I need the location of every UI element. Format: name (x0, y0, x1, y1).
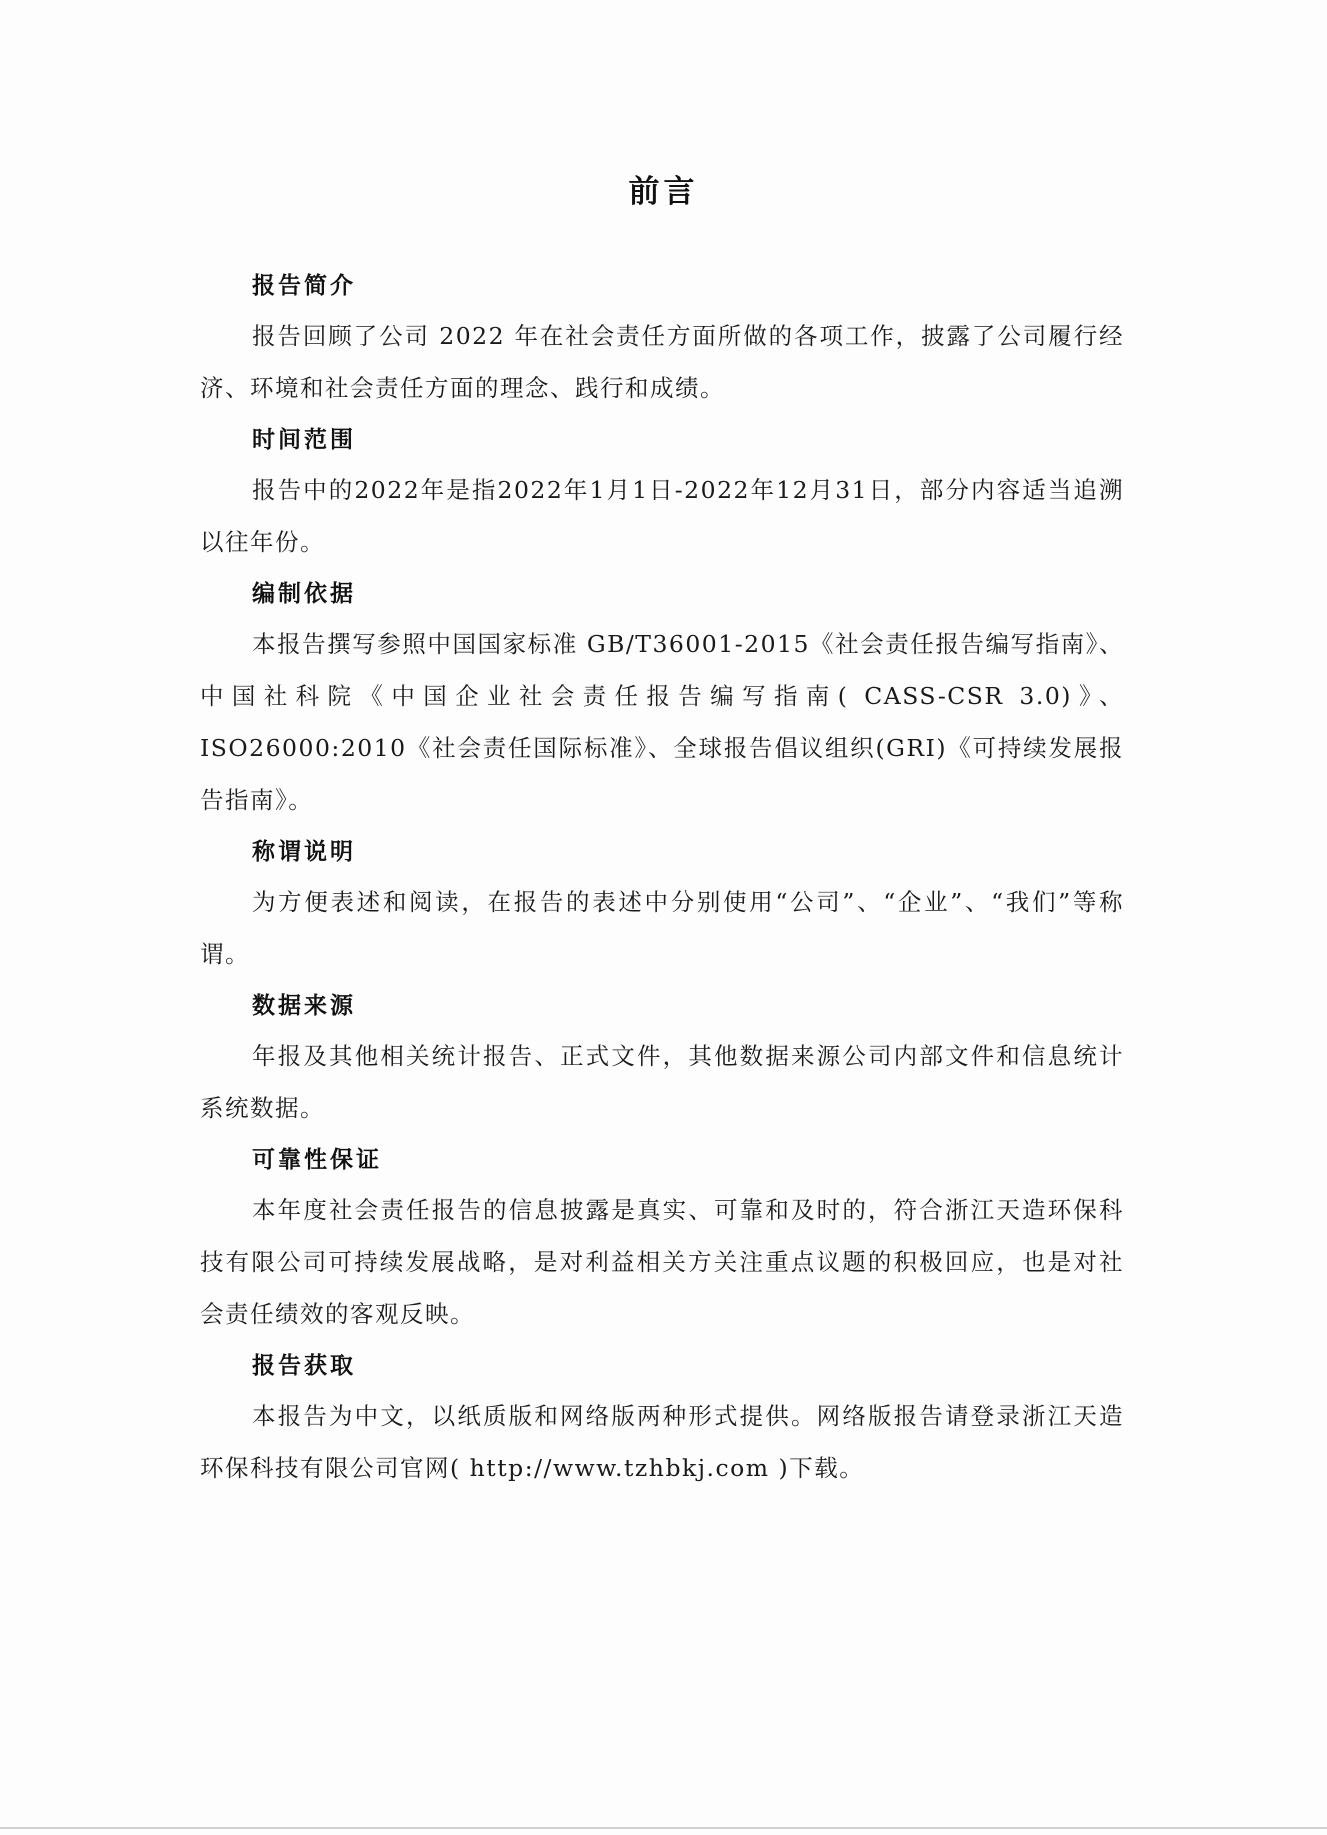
section-body: 为方便表述和阅读，在报告的表述中分别使用“公司”、“企业”、“我们”等称谓。 (200, 888, 1124, 968)
section-heading: 时间范围 (252, 427, 356, 453)
section-heading: 编制依据 (252, 581, 356, 607)
scan-edge-divider (0, 1827, 1327, 1829)
section-report-access (200, 1342, 1124, 1494)
section-data-source (200, 982, 1124, 1134)
section-heading: 报告简介 (252, 273, 356, 299)
section-body: 本年度社会责任报告的信息披露是真实、可靠和及时的，符合浙江天造环保科技有限公司可持续发展战略，是对利益相关方关注重点议题的积极回应，也是对社会责任绩效的客观反映。 (200, 1196, 1124, 1328)
section-reliability (200, 1136, 1124, 1340)
section-time-range (200, 416, 1124, 568)
section-report-intro (200, 262, 1124, 414)
section-heading: 可靠性保证 (252, 1147, 382, 1173)
section-body: 报告中的2022年是指2022年1月1日-2022年12月31日，部分内容适当追溯以往年份。 (200, 476, 1124, 556)
section-body: 本报告撰写参照中国国家标准 GB/T36001-2015《社会责任报告编写指南》、中国社科院《中国企业社会责任报告编写指南( CASS-CSR 3.0)》、 ISO26000:2010《社会责任国际标准》、全球报告倡议组织(GRI)《可持续发展报告指南》。 (200, 630, 1124, 814)
section-heading: 数据来源 (252, 993, 356, 1019)
section-basis (200, 570, 1124, 826)
section-body: 本报告为中文，以纸质版和网络版两种形式提供。网络版报告请登录浙江天造环保科技有限公司官网( http://www.tzhbkj.com )下载。 (200, 1402, 1124, 1482)
section-body: 年报及其他相关统计报告、正式文件，其他数据来源公司内部文件和信息统计系统数据。 (200, 1042, 1124, 1122)
document-content (200, 262, 1124, 1496)
page-title: 前言 (628, 174, 699, 210)
section-body: 报告回顾了公司 2022 年在社会责任方面所做的各项工作，披露了公司履行经济、环境和社会责任方面的理念、践行和成绩。 (200, 322, 1124, 402)
section-terminology (200, 828, 1124, 980)
section-heading: 称谓说明 (252, 839, 356, 865)
section-heading: 报告获取 (252, 1353, 356, 1379)
